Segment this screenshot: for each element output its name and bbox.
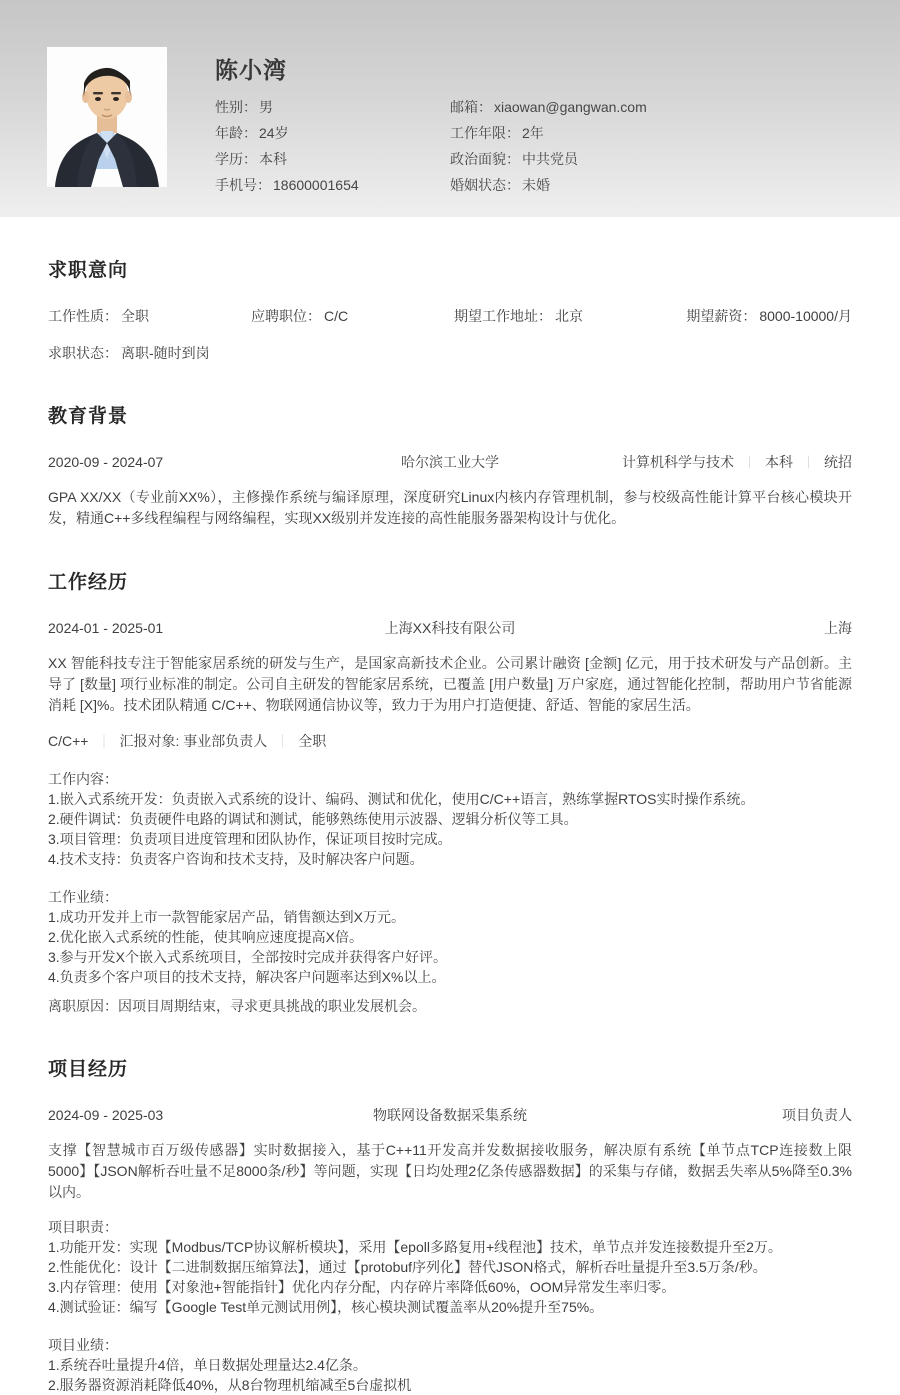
work-position: C/C++ [48,733,89,749]
section-project-experience [48,1054,852,1395]
work-duty-item: 3.项目管理：负责项目进度管理和团队协作，保证项目按时完成。 [48,831,452,847]
project-duty-item: 3.内存管理：使用【对象池+智能指针】优化内存分配，内存碎片率降低60%，OOM异常发生率归零。 [48,1279,676,1295]
contact-field [450,146,840,172]
project-duty-item: 2.性能优化：设计【二进制数据压缩算法】，通过【protobuf序列化】替代JSON格式，解析吞吐量提升至3.5万条/秒。 [48,1259,767,1275]
contact-field-value: 男 [259,99,273,115]
work-position-row [48,731,852,751]
portrait-photo-illustration [47,47,167,187]
project-achievement-item: 1.系统吞吐量提升4倍，单日数据处理量达2.4亿条。 [48,1357,367,1373]
contact-field-value: 中共党员 [522,151,578,167]
section-title-work: 工作经历 [48,572,129,593]
work-achievements-title: 工作业绩： [48,889,118,905]
divider: ｜ [97,734,111,749]
contact-field-value: xiaowan@gangwan.com [494,99,647,115]
project-role: 项目负责人 [782,1107,852,1123]
project-duties-list [48,1237,852,1317]
work-job-type: 全职 [298,733,327,749]
work-duty-item: 4.技术支持：负责客户咨询和技术支持，及时解决客户问题。 [48,851,424,867]
contact-field [215,94,450,120]
contact-info-right [450,94,840,198]
work-achievement-item: 3.参与开发X个嵌入式系统项目，全部按时完成并获得客户好评。 [48,949,448,965]
work-achievement-item: 2.优化嵌入式系统的性能，使其响应速度提高X倍。 [48,929,364,945]
field-value: 全职 [121,308,149,324]
contact-field [215,120,450,146]
divider: ｜ [801,455,815,470]
work-duty-item: 2.硬件调试：负责硬件电路的调试和测试，能够熟练使用示波器、逻辑分析仪等工具。 [48,811,578,827]
contact-field-label: 手机号： [215,177,271,193]
resume-body [0,255,900,1395]
field-target-position [251,306,454,326]
candidate-name: 陈小湾 [215,57,287,83]
work-duties-title: 工作内容： [48,771,118,787]
avatar [47,47,167,187]
contact-field-label: 政治面貌： [450,151,520,167]
work-company-intro: XX 智能科技专注于智能家居系统的研发与生产，是国家高新技术企业。公司累计融资 [金额] 亿元，用于技术研发与产品创新。主导了 [数量] 项行业标准的制定。公司自主研发的智能家居系统，已覆盖 [用户数量] 万户家庭，通过智能化控制，帮助用户节省能源消耗 [X]%。技术团队精通 C/C++、物联网通信协议等，致力于为用户打造便捷、舒适、智能的家居生活。 [48,655,852,713]
project-duty-item: 4.测试验证：编写【Google Test单元测试用例】，核心模块测试覆盖率从20%提升至75%。 [48,1299,604,1315]
field-label: 期望工作地址： [454,308,552,324]
contact-field-label: 邮箱： [450,99,492,115]
contact-field-label: 工作年限： [450,125,520,141]
section-job-intent [48,255,852,363]
field-label: 应聘职位： [251,308,321,324]
field-job-status [48,343,210,363]
field-job-nature [48,306,251,326]
project-duty-item: 1.功能开发：实现【Modbus/TCP协议解析模块】，采用【epoll多路复用+线程池】技术，单节点并发连接数提升至2万。 [48,1239,782,1255]
section-work-experience [48,567,852,1016]
work-achievement-item: 4.负责多个客户项目的技术支持，解决客户问题率达到X%以上。 [48,969,446,985]
work-achievements-block [48,887,852,987]
education-description: GPA XX/XX（专业前XX%），主修操作系统与编译原理，深度研究Linux内核内存管理机制，参与校级高性能计算平台核心模块开发，精通C++多线程编程与网络编程，实现XX级别并发连接的高性能服务器架构设计与优化。 [48,489,852,526]
project-meta-row [48,1105,852,1125]
project-achievements-block [48,1335,852,1395]
divider: ｜ [742,455,756,470]
divider: ｜ [276,734,290,749]
contact-field-label: 婚姻状态： [450,177,520,193]
section-education [48,401,852,529]
contact-field-value: 24岁 [259,125,289,141]
contact-field-value: 2年 [522,125,544,141]
work-dates: 2024-01 - 2025-01 [48,620,164,636]
field-label: 工作性质： [48,308,118,324]
project-name: 物联网设备数据采集系统 [373,1107,527,1123]
section-title-education: 教育背景 [48,406,129,427]
field-label: 求职状态： [48,345,118,361]
field-target-city [454,306,675,326]
field-expected-salary [675,306,852,326]
education-qualifiers [611,452,852,472]
contact-field-label: 年龄： [215,125,257,141]
resume-header [0,0,900,217]
work-achievement-item: 1.成功开发并上市一款智能家居产品，销售额达到X万元。 [48,909,406,925]
contact-field [215,146,450,172]
project-duties-title: 项目职责： [48,1219,118,1235]
work-report-to: 汇报对象: 事业部负责人 [119,733,268,749]
contact-field-value: 18600001654 [273,177,359,193]
education-meta-row [48,452,852,472]
project-achievements-list [48,1355,852,1395]
job-intent-row-1 [48,306,852,326]
project-intro: 支撑【智慧城市百万级传感器】实时数据接入，基于C++11开发高并发数据接收服务，解决原有系统【单节点TCP连接数上限5000】【JSON解析吞吐量不足8000条/秒】等问题，实现【日均处理2亿条传感器数据】的采集与存储，数据丢失率从5%降至0.3%以内。 [48,1142,852,1200]
project-dates: 2024-09 - 2025-03 [48,1107,164,1123]
field-value: C/C [324,308,349,324]
field-label: 期望薪资： [686,308,757,324]
work-meta-row [48,618,852,638]
job-intent-row-2 [48,343,852,363]
contact-field [450,94,840,120]
education-dates: 2020-09 - 2024-07 [48,454,164,470]
contact-field [450,120,840,146]
work-duties-block [48,769,852,869]
field-value: 8000-10000/月 [759,308,852,324]
work-duty-item: 1.嵌入式系统开发：负责嵌入式系统的设计、编码、测试和优化，使用C/C++语言，熟练掌握RTOS实时操作系统。 [48,791,755,807]
contact-field-value: 本科 [259,151,287,167]
education-degree: 本科 [764,454,793,470]
section-title-job-intent: 求职意向 [48,260,129,281]
work-duties-list [48,789,852,869]
section-title-project: 项目经历 [48,1059,129,1080]
work-leave-reason: 离职原因：因项目周期结束，寻求更具挑战的职业发展机会。 [48,998,426,1014]
contact-field-value: 未婚 [522,177,550,193]
education-enrollment: 统招 [824,454,852,470]
work-achievements-list [48,907,852,987]
project-achievements-title: 项目业绩： [48,1337,118,1353]
project-achievement-item: 2.服务器资源消耗降低40%，从8台物理机缩减至5台虚拟机 [48,1377,412,1393]
contact-info [215,94,840,198]
work-location: 上海 [824,620,852,636]
field-value: 北京 [555,308,583,324]
work-company: 上海XX科技有限公司 [384,620,516,636]
field-value: 离职-随时到岗 [121,345,210,361]
project-duties-block [48,1217,852,1317]
education-major: 计算机科学与技术 [621,454,734,470]
contact-field-label: 学历： [215,151,257,167]
contact-field [450,172,840,198]
contact-field [215,172,450,198]
contact-info-left [215,94,450,198]
contact-field-label: 性别： [215,99,257,115]
education-school: 哈尔滨工业大学 [401,454,499,470]
